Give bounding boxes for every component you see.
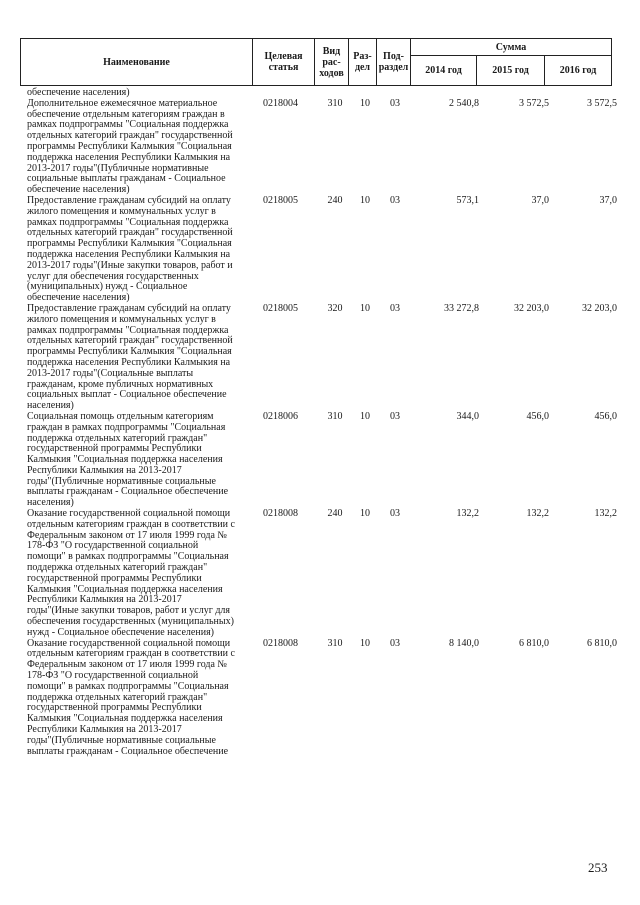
row-subsection: 03: [390, 194, 400, 206]
row-section: 10: [360, 637, 370, 649]
page-number: 253: [588, 860, 608, 875]
header-year-2014: 2014 год: [411, 55, 477, 85]
header-year-2015: 2015 год: [477, 55, 545, 85]
row-section: 10: [360, 302, 370, 314]
row-section: 10: [360, 194, 370, 206]
table-row: [27, 412, 617, 509]
header-section: Раз-дел: [349, 39, 377, 85]
row-amount-2014: 573,1: [456, 194, 479, 206]
row-name: Оказание государственной социальной помощи отдельным категориям граждан в соответствии с Федеральным законом от 17 июля 1999 года № 178-ФЗ "О государственной социальной помощи" в рамках подпрограммы "Социальная поддержка отдельных категорий граждан" государственной программы Республики Калмыкия "Социальная поддержка населения Республики Калмыкия на 2013-2017 годы"(Иные закупки товаров, работ и услуг для обеспечения государственных (муниципальных) нужд - Социальное обеспечение населения): [27, 508, 235, 638]
row-name: Оказание государственной социальной помощи отдельным категориям граждан в соответствии с Федеральным законом от 17 июля 1999 года № 178-ФЗ "О государственной социальной помощи" в рамках подпрограммы "Социальная поддержка отдельных категорий граждан" государственной программы Республики Калмыкия "Социальная поддержка населения Республики Калмыкия на 2013-2017 годы"(Публичные нормативные социальные выплаты гражданам - Социальное обеспечение: [27, 637, 235, 757]
row-amount-2015: 6 810,0: [519, 637, 549, 649]
header-name: Наименование: [21, 39, 253, 85]
row-section: 10: [360, 508, 370, 520]
header-year-2016: 2016 год: [559, 64, 597, 76]
row-section: 10: [360, 410, 370, 422]
row-expense-type: 240: [327, 508, 343, 520]
row-target-article: 0218005: [263, 302, 298, 314]
row-name: Социальная помощь отдельным категориям граждан в рамках подпрограммы "Социальная поддержка отдельных категорий граждан" государственной программы Республики Калмыкия "Социальная поддержка населения Республики Калмыкия на 2013-2017 годы"(Публичные нормативные социальные выплаты гражданам - Социальное обеспечение населения): [27, 410, 229, 509]
header-subsection: Под-раздел: [377, 39, 411, 85]
row-amount-2014: 344,0: [456, 410, 479, 422]
row-amount-2014: 33 272,8: [444, 302, 479, 314]
row-name: Предоставление гражданам субсидий на оплату жилого помещения и коммунальных услуг в рамках подпрограммы "Социальная поддержка отдельных категорий граждан" государственной программы Республики Калмыкия "Социальная поддержка населения Республики Калмыкия на 2013-2017 годы"(Иные закупки товаров, работ и услуг для обеспечения государственных (муниципальных) нужд - Социальное обеспечение населения): [27, 194, 233, 304]
table-body: [27, 88, 617, 757]
row-amount-2015: 132,2: [526, 508, 549, 520]
row-expense-type: 310: [327, 97, 343, 109]
continuation-text: обеспечение населения): [27, 87, 130, 98]
row-amount-2016: 37,0: [599, 194, 617, 206]
row-target-article: 0218004: [263, 97, 298, 109]
row-name: Предоставление гражданам субсидий на оплату жилого помещения и коммунальных услуг в рамках подпрограммы "Социальная поддержка отдельных категорий граждан" государственной программы Республики Калмыкия "Социальная поддержка населения Республики Калмыкия на 2013-2017 годы"(Социальные выплаты гражданам, кроме публичных нормативных социальных выплат - Социальное обеспечение населения): [27, 302, 233, 412]
row-expense-type: 240: [327, 194, 343, 206]
row-amount-2016: 456,0: [594, 410, 617, 422]
table-row: [27, 196, 617, 304]
row-target-article: 0218006: [263, 410, 298, 422]
row-section: 10: [360, 97, 370, 109]
row-target-article: 0218005: [263, 194, 298, 206]
row-subsection: 03: [390, 637, 400, 649]
row-amount-2015: 37,0: [531, 194, 549, 206]
row-subsection: 03: [390, 302, 400, 314]
table-header: [20, 38, 612, 86]
table-row: [27, 639, 617, 758]
row-target-article: 0218008: [263, 508, 298, 520]
row-amount-2016: 3 572,5: [587, 97, 617, 109]
row-amount-2014: 132,2: [456, 508, 479, 520]
table-row: [27, 99, 617, 196]
row-amount-2016: 6 810,0: [587, 637, 617, 649]
row-target-article: 0218008: [263, 637, 298, 649]
table-row: [27, 509, 617, 639]
row-expense-type: 320: [327, 302, 343, 314]
row-expense-type: 310: [327, 637, 343, 649]
row-subsection: 03: [390, 97, 400, 109]
table-row: [27, 304, 617, 412]
row-amount-2015: 456,0: [526, 410, 549, 422]
header-sum: Сумма: [411, 39, 611, 56]
row-amount-2015: 32 203,0: [514, 302, 549, 314]
row-amount-2014: 2 540,8: [449, 97, 479, 109]
row-amount-2014: 8 140,0: [449, 637, 479, 649]
row-subsection: 03: [390, 508, 400, 520]
header-target-article: Целевая статья: [253, 39, 315, 85]
row-amount-2016: 132,2: [594, 508, 617, 520]
row-subsection: 03: [390, 410, 400, 422]
row-amount-2015: 3 572,5: [519, 97, 549, 109]
row-name: Дополнительное ежемесячное материальное обеспечение отдельным категориям граждан в рамках подпрограммы "Социальная поддержка отдельных категорий граждан" государственной программы Республики Калмыкия "Социальная поддержка населения Республики Калмыкия на 2013-2017 годы"(Публичные нормативные социальные выплаты гражданам - Социальное обеспечение населения): [27, 97, 233, 196]
row-expense-type: 310: [327, 410, 343, 422]
header-expense-type: Вид рас-ходов: [315, 39, 349, 85]
row-amount-2016: 32 203,0: [582, 302, 617, 314]
